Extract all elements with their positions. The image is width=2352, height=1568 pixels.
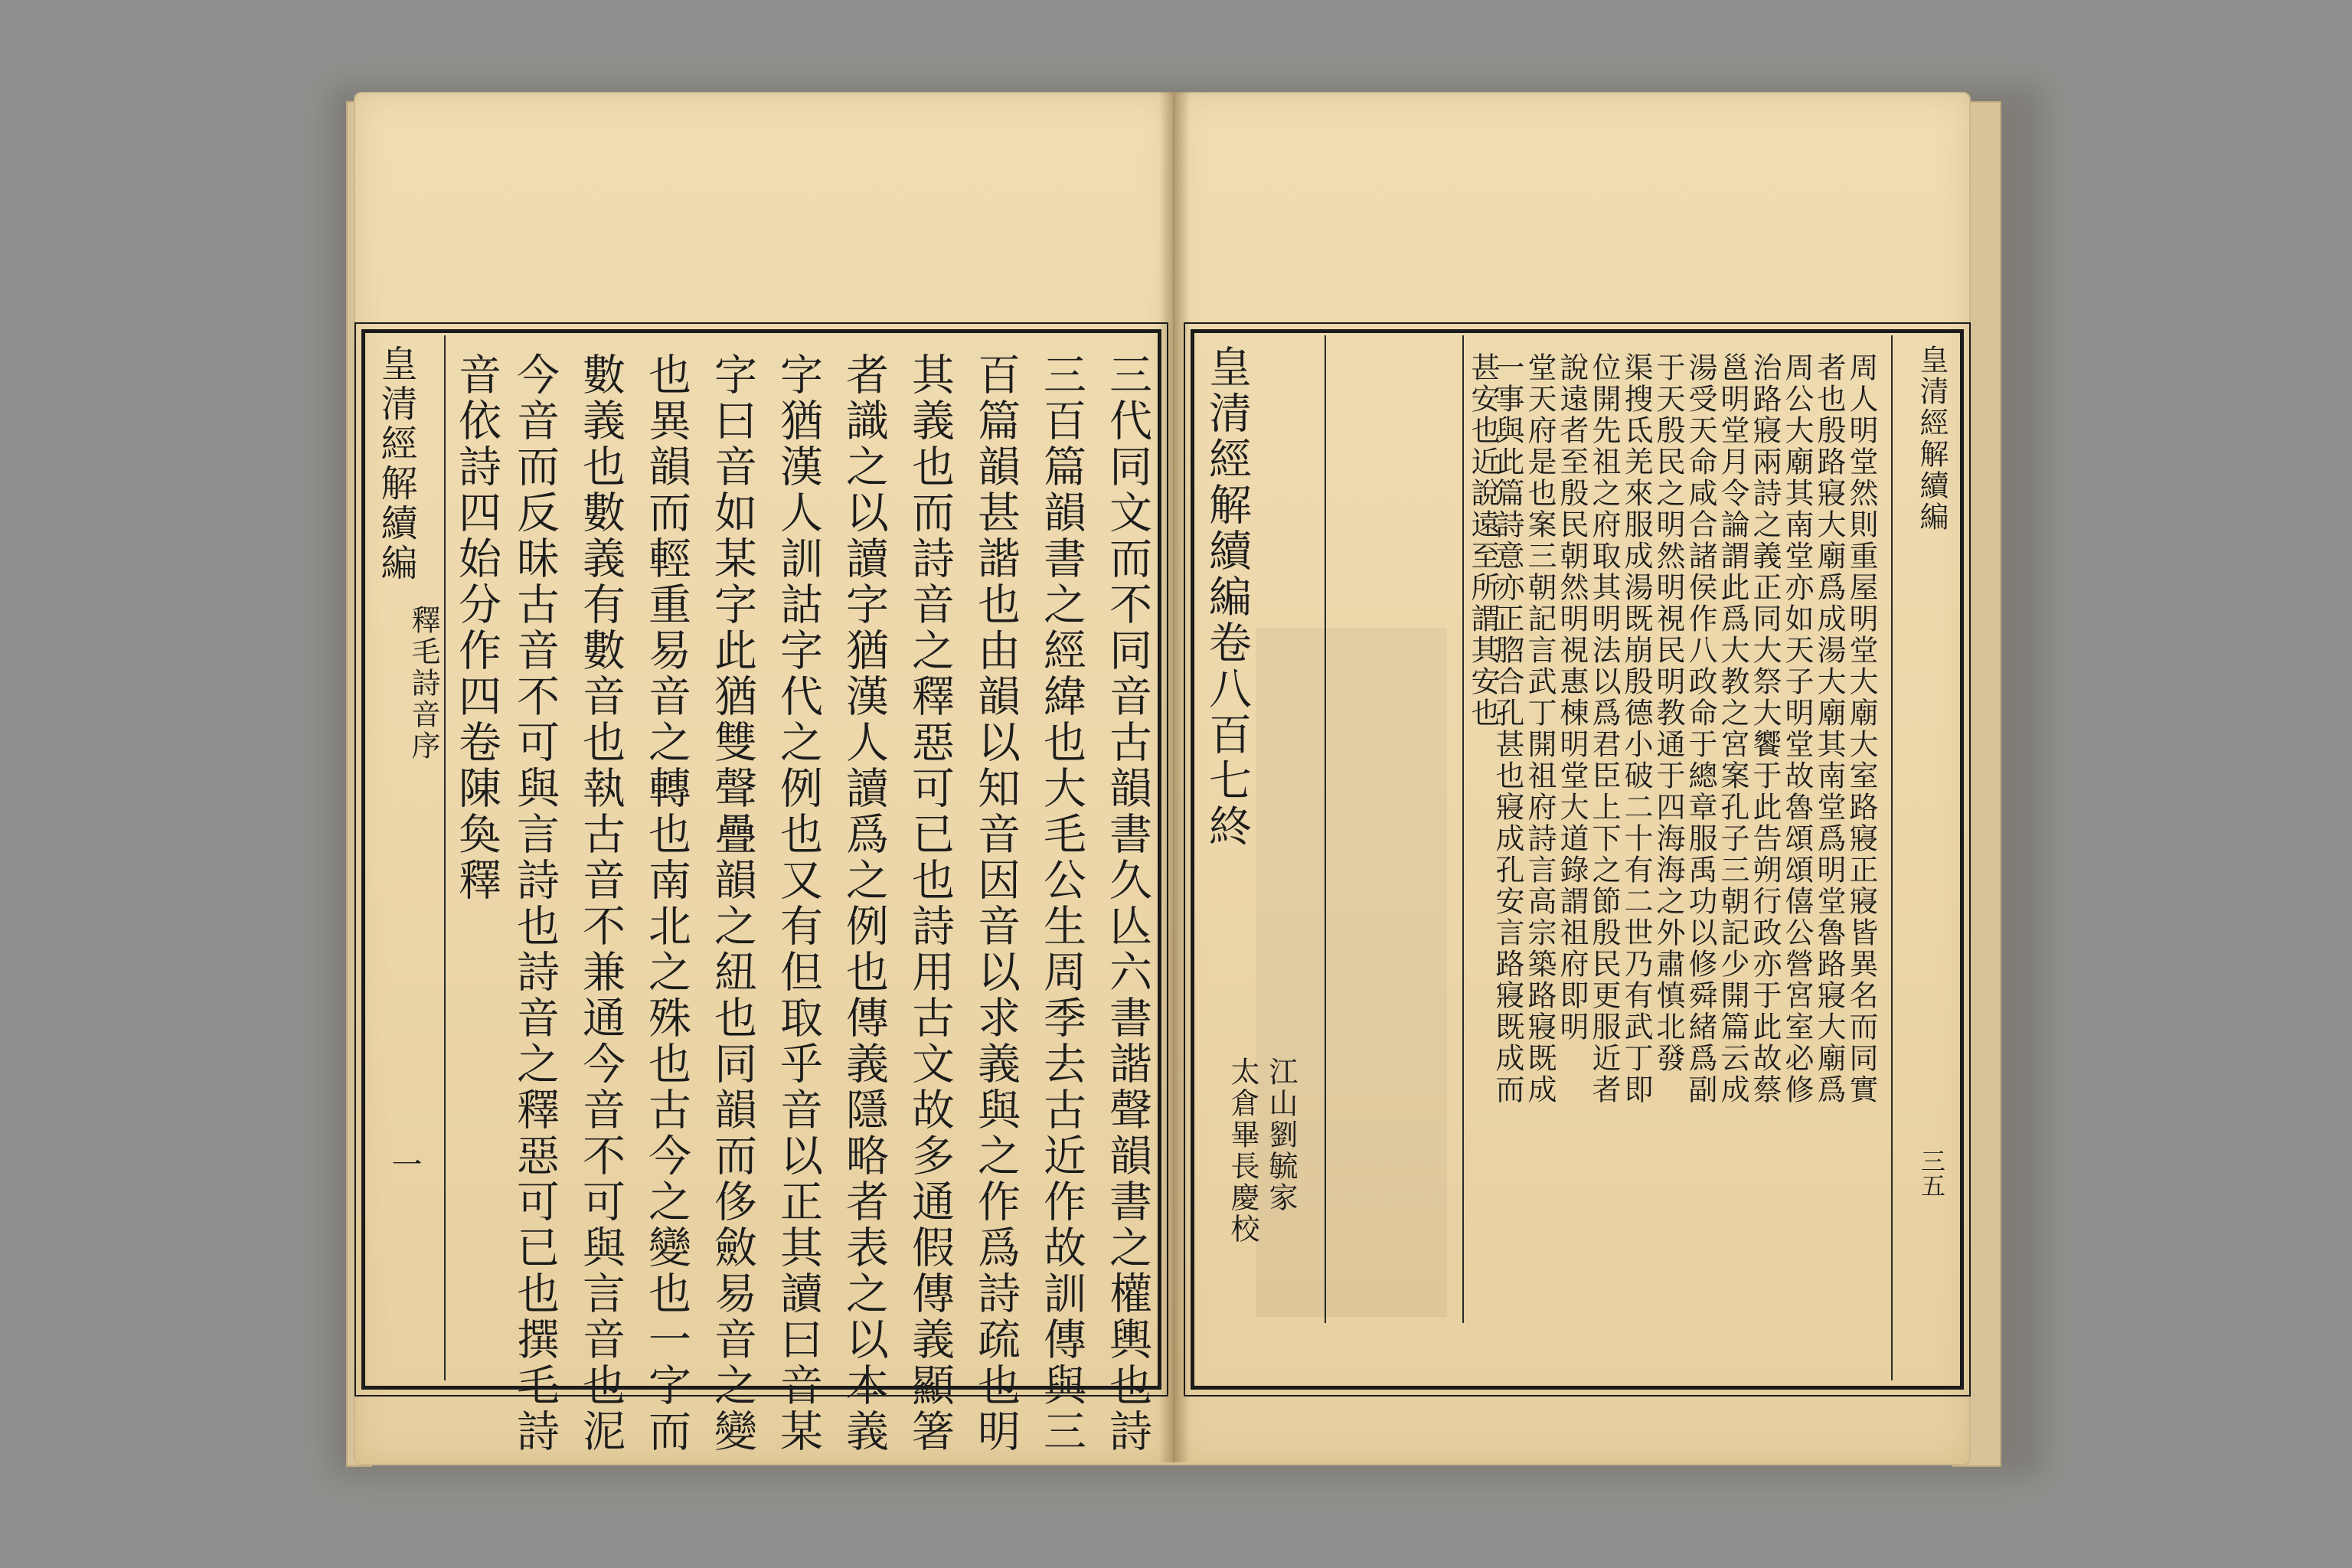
left-text-column: 者識之以讀字猶漢人讀爲之例也傳義隱略者表之以本義 [839, 352, 889, 1455]
right-text-column: 邕明堂月令論謂此爲大教之宮案孔子三朝記少開篇云成 [1716, 352, 1749, 1106]
colophon-line: 太倉畢長慶校 [1226, 1057, 1259, 1245]
colophon-line: 江山劉毓家 [1264, 1057, 1298, 1214]
right-text-column: 位開先祖之府取其明法以爲君臣上下之節殷民更服近者 [1587, 352, 1621, 1106]
right-text-column: 說遠者至殷民朝然明視惠棟明堂大道錄謂祖府即明 [1555, 352, 1589, 1043]
left-margin-rule [444, 335, 446, 1380]
left-text-column: 也異韻而輕重易音之轉也南北之殊也古今之變也一字而 [642, 352, 691, 1455]
left-folio-number: 一 [387, 1148, 422, 1179]
right-running-title: 皇清經解續編 [1915, 345, 1949, 533]
right-text-column: 甚安也近說遠至所謂其安也 [1466, 352, 1500, 729]
book-gutter [1159, 92, 1190, 1462]
left-text-column: 數義也數義有數音也執古音不兼通今音不可與言音也泥 [576, 352, 626, 1455]
left-text-column: 其義也而詩音之釋惡可已也詩用古文故多通假傳義顯箸 [905, 352, 955, 1455]
left-text-column: 字曰音如某字此猶雙聲疊韻之紐也同韻而侈斂易音之變 [707, 352, 757, 1455]
left-text-column: 三代同文而不同音古韻書久亾六書諧聲韻書之權輿也詩 [1102, 352, 1152, 1455]
left-text-column: 三百篇韻書之經緯也大毛公生周季去古近作故訓傳與三 [1037, 352, 1086, 1455]
right-text-column: 周公大廟其南堂亦如天子明堂故魯頌頌僖公營宮室必修 [1780, 352, 1814, 1106]
right-blank-column-rule [1325, 335, 1326, 1323]
right-text-column: 堂天府是也案三朝記言武丁開祖府詩言高宗築路寢既成 [1523, 352, 1557, 1106]
right-text-column: 一事與此篇詩意亦正脗合孔甚也寢成孔安言路寢既成而 [1491, 352, 1524, 1106]
right-text-column: 周人明堂然則重屋明堂大廟大室路寢正寢皆異名而同實 [1844, 352, 1878, 1106]
volume-end-title: 皇清經解續編卷八百七終 [1202, 345, 1252, 850]
left-text-column: 今音而反昧古音不可與言詩也詩音之釋惡可已也撰毛詩 [510, 352, 560, 1455]
left-text-column: 百篇韻甚諧也由韻以知音因音以求義與之作爲詩疏也明 [971, 352, 1021, 1455]
right-text-column: 者也殷路寢大廟爲成湯大廟其南堂爲明堂魯路寢大廟爲 [1812, 352, 1846, 1106]
right-text-column: 湯受天命咸合諸侯作八政命于總章服禹功以修舜緒爲副 [1684, 352, 1717, 1106]
right-text-column: 治路寢兩詩之義正同大祭大饗于此告朔行政亦于此故蔡 [1748, 352, 1782, 1106]
right-blank-column-rule [1462, 335, 1464, 1323]
right-text-column: 渠搜氐羌來服成湯既崩殷德小破二十有二世乃有武丁即 [1619, 352, 1653, 1106]
left-text-column: 字猶漢人訓詁字代之例也又有但取乎音以正其讀曰音某 [773, 352, 823, 1455]
right-text-column: 于天殷民之明然明視民明教通于四海海之外肅慎北發 [1651, 352, 1685, 1074]
right-margin-rule [1891, 335, 1893, 1380]
left-text-column: 音依詩四始分作四卷陳奐釋 [452, 352, 501, 903]
right-folio-number: 三五 [1917, 1148, 1946, 1197]
left-running-title: 皇清經解續編 [374, 345, 417, 583]
left-section-label: 釋毛詩音序 [407, 605, 440, 762]
